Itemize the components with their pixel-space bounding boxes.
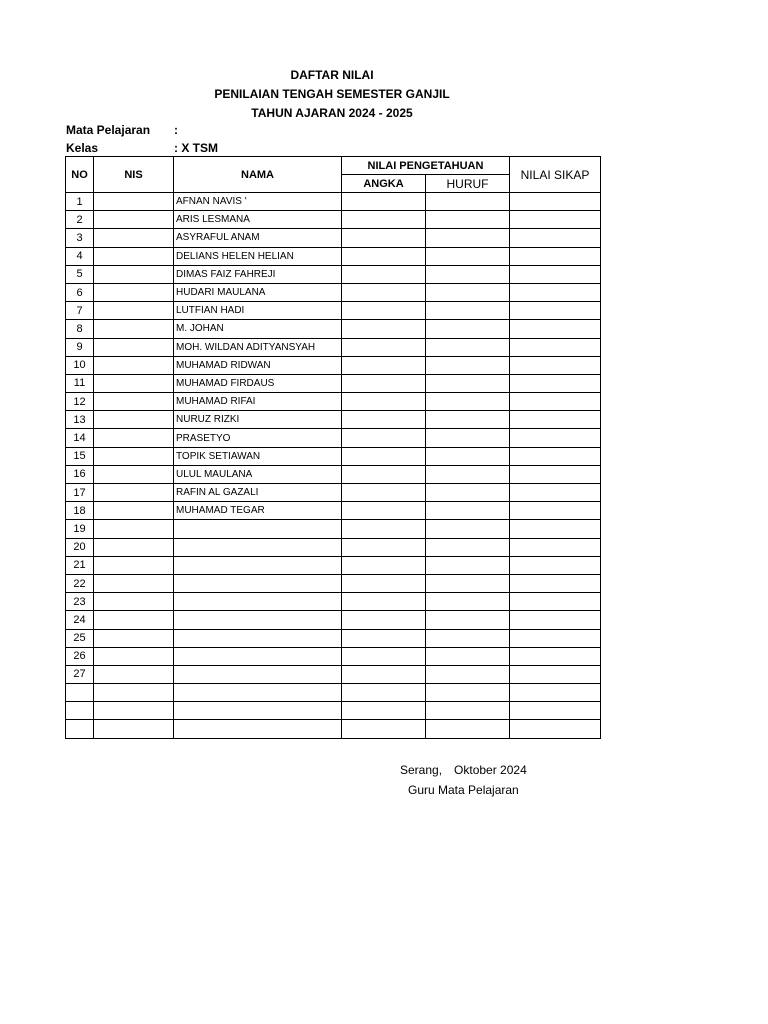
table-row xyxy=(66,338,601,356)
cell-nilai-sikap xyxy=(510,720,601,738)
cell-nama: HUDARI MAULANA xyxy=(174,283,342,301)
cell-angka xyxy=(342,665,426,683)
cell-huruf xyxy=(426,593,510,611)
cell-angka xyxy=(342,484,426,502)
cell-nilai-sikap xyxy=(510,283,601,301)
subject-label: Mata Pelajaran xyxy=(66,123,151,137)
cell-no: 18 xyxy=(66,502,94,520)
cell-huruf xyxy=(426,502,510,520)
cell-nama: TOPIK SETIAWAN xyxy=(174,447,342,465)
cell-nilai-sikap xyxy=(510,502,601,520)
cell-huruf xyxy=(426,393,510,411)
cell-nama xyxy=(174,647,342,665)
table-row xyxy=(66,611,601,629)
cell-angka xyxy=(342,720,426,738)
cell-nilai-sikap xyxy=(510,447,601,465)
table-row xyxy=(66,465,601,483)
cell-no: 16 xyxy=(66,465,94,483)
table-row xyxy=(66,702,601,720)
cell-nis xyxy=(94,302,174,320)
table-row xyxy=(66,356,601,374)
cell-no xyxy=(66,702,94,720)
cell-nama: PRASETYO xyxy=(174,429,342,447)
cell-angka xyxy=(342,574,426,592)
cell-huruf xyxy=(426,265,510,283)
grade-rows xyxy=(66,193,601,739)
cell-nilai-sikap xyxy=(510,629,601,647)
cell-no: 4 xyxy=(66,247,94,265)
cell-nis xyxy=(94,484,174,502)
table-row xyxy=(66,484,601,502)
cell-nama: MOH. WILDAN ADITYANSYAH xyxy=(174,338,342,356)
cell-huruf xyxy=(426,520,510,538)
cell-angka xyxy=(342,684,426,702)
cell-nama xyxy=(174,593,342,611)
cell-angka xyxy=(342,374,426,392)
cell-nis xyxy=(94,574,174,592)
table-row xyxy=(66,393,601,411)
cell-nis xyxy=(94,538,174,556)
table-row xyxy=(66,593,601,611)
cell-nis xyxy=(94,374,174,392)
cell-nama xyxy=(174,684,342,702)
cell-huruf xyxy=(426,538,510,556)
table-row xyxy=(66,502,601,520)
cell-no xyxy=(66,720,94,738)
cell-no: 24 xyxy=(66,611,94,629)
cell-huruf xyxy=(426,193,510,211)
cell-nilai-sikap xyxy=(510,374,601,392)
cell-nama: MUHAMAD RIDWAN xyxy=(174,356,342,374)
cell-huruf xyxy=(426,211,510,229)
cell-huruf xyxy=(426,574,510,592)
header-nis: NIS xyxy=(94,157,174,193)
cell-nis xyxy=(94,283,174,301)
cell-huruf xyxy=(426,447,510,465)
cell-angka xyxy=(342,338,426,356)
cell-nis xyxy=(94,665,174,683)
cell-nilai-sikap xyxy=(510,593,601,611)
cell-nis xyxy=(94,411,174,429)
cell-nis xyxy=(94,684,174,702)
cell-nis xyxy=(94,265,174,283)
cell-nilai-sikap xyxy=(510,556,601,574)
cell-nis xyxy=(94,338,174,356)
cell-angka xyxy=(342,520,426,538)
cell-nama: DELIANS HELEN HELIAN xyxy=(174,247,342,265)
cell-huruf xyxy=(426,338,510,356)
cell-no: 20 xyxy=(66,538,94,556)
cell-nis xyxy=(94,502,174,520)
table-row xyxy=(66,229,601,247)
cell-nama xyxy=(174,611,342,629)
cell-nis xyxy=(94,520,174,538)
cell-angka xyxy=(342,411,426,429)
cell-nilai-sikap xyxy=(510,684,601,702)
table-row xyxy=(66,556,601,574)
table-row xyxy=(66,283,601,301)
cell-no: 19 xyxy=(66,520,94,538)
grades-table xyxy=(65,156,601,739)
cell-nis xyxy=(94,393,174,411)
cell-angka xyxy=(342,447,426,465)
class-label: Kelas xyxy=(66,141,99,155)
cell-nama xyxy=(174,520,342,538)
cell-nis xyxy=(94,429,174,447)
table-row xyxy=(66,647,601,665)
cell-huruf xyxy=(426,629,510,647)
cell-huruf xyxy=(426,411,510,429)
cell-nis xyxy=(94,465,174,483)
cell-nilai-sikap xyxy=(510,611,601,629)
cell-nis xyxy=(94,247,174,265)
cell-nama: MUHAMAD TEGAR xyxy=(174,502,342,520)
title-line-1: DAFTAR NILAI xyxy=(290,68,374,82)
cell-nilai-sikap xyxy=(510,229,601,247)
cell-nis xyxy=(94,320,174,338)
table-row xyxy=(66,247,601,265)
table-row xyxy=(66,684,601,702)
cell-angka xyxy=(342,647,426,665)
cell-nilai-sikap xyxy=(510,465,601,483)
header-huruf: HURUF xyxy=(426,175,510,193)
title-line-3: TAHUN AJARAN 2024 - 2025 xyxy=(251,106,413,120)
cell-nis xyxy=(94,720,174,738)
cell-no: 12 xyxy=(66,393,94,411)
cell-huruf xyxy=(426,684,510,702)
cell-no: 22 xyxy=(66,574,94,592)
header-nilai-pengetahuan: NILAI PENGETAHUAN xyxy=(342,157,510,175)
cell-no: 2 xyxy=(66,211,94,229)
cell-huruf xyxy=(426,720,510,738)
cell-nilai-sikap xyxy=(510,429,601,447)
cell-nama: LUTFIAN HADI xyxy=(174,302,342,320)
signature-date: Oktober 2024 xyxy=(454,763,527,777)
signature-role: Guru Mata Pelajaran xyxy=(408,783,519,797)
table-row xyxy=(66,320,601,338)
cell-nilai-sikap xyxy=(510,265,601,283)
subject-value: : xyxy=(174,123,178,137)
cell-no: 14 xyxy=(66,429,94,447)
cell-angka xyxy=(342,265,426,283)
cell-nilai-sikap xyxy=(510,393,601,411)
cell-nama: NURUZ RIZKI xyxy=(174,411,342,429)
cell-angka xyxy=(342,247,426,265)
cell-huruf xyxy=(426,702,510,720)
cell-nama xyxy=(174,538,342,556)
cell-nilai-sikap xyxy=(510,484,601,502)
cell-huruf xyxy=(426,647,510,665)
cell-nilai-sikap xyxy=(510,411,601,429)
table-row xyxy=(66,538,601,556)
header-nama: NAMA xyxy=(174,157,342,193)
cell-huruf xyxy=(426,611,510,629)
document-title xyxy=(0,66,664,123)
cell-angka xyxy=(342,393,426,411)
cell-nilai-sikap xyxy=(510,338,601,356)
table-row xyxy=(66,302,601,320)
cell-huruf xyxy=(426,556,510,574)
table-row xyxy=(66,520,601,538)
table-row xyxy=(66,665,601,683)
cell-nama: RAFIN AL GAZALI xyxy=(174,484,342,502)
cell-no: 10 xyxy=(66,356,94,374)
cell-angka xyxy=(342,320,426,338)
cell-huruf xyxy=(426,320,510,338)
cell-nama xyxy=(174,702,342,720)
cell-nis xyxy=(94,647,174,665)
cell-nama: AFNAN NAVIS ' xyxy=(174,193,342,211)
cell-nilai-sikap xyxy=(510,574,601,592)
cell-angka xyxy=(342,193,426,211)
cell-huruf xyxy=(426,665,510,683)
cell-angka xyxy=(342,556,426,574)
cell-nilai-sikap xyxy=(510,302,601,320)
table-row xyxy=(66,193,601,211)
cell-huruf xyxy=(426,374,510,392)
table-row xyxy=(66,374,601,392)
cell-nis xyxy=(94,211,174,229)
cell-nilai-sikap xyxy=(510,193,601,211)
signature-place: Serang, xyxy=(400,763,443,777)
cell-huruf xyxy=(426,229,510,247)
cell-huruf xyxy=(426,283,510,301)
cell-angka xyxy=(342,611,426,629)
cell-nama: ARIS LESMANA xyxy=(174,211,342,229)
table-row xyxy=(66,211,601,229)
cell-nama xyxy=(174,574,342,592)
cell-no: 26 xyxy=(66,647,94,665)
cell-nilai-sikap xyxy=(510,356,601,374)
table-row xyxy=(66,574,601,592)
cell-nama: MUHAMAD FIRDAUS xyxy=(174,374,342,392)
cell-no: 8 xyxy=(66,320,94,338)
cell-no: 5 xyxy=(66,265,94,283)
cell-nama: MUHAMAD RIFAI xyxy=(174,393,342,411)
cell-angka xyxy=(342,211,426,229)
cell-no: 6 xyxy=(66,283,94,301)
cell-huruf xyxy=(426,356,510,374)
cell-no: 9 xyxy=(66,338,94,356)
cell-nama: ULUL MAULANA xyxy=(174,465,342,483)
cell-no: 21 xyxy=(66,556,94,574)
cell-nama xyxy=(174,556,342,574)
cell-angka xyxy=(342,465,426,483)
table-row xyxy=(66,447,601,465)
header-no: NO xyxy=(66,157,94,193)
cell-huruf xyxy=(426,465,510,483)
table-row xyxy=(66,629,601,647)
cell-nilai-sikap xyxy=(510,647,601,665)
cell-nis xyxy=(94,629,174,647)
cell-no: 13 xyxy=(66,411,94,429)
cell-nis xyxy=(94,447,174,465)
title-line-2: PENILAIAN TENGAH SEMESTER GANJIL xyxy=(214,87,450,101)
cell-angka xyxy=(342,229,426,247)
cell-nama: DIMAS FAIZ FAHREJI xyxy=(174,265,342,283)
cell-nilai-sikap xyxy=(510,665,601,683)
cell-nama xyxy=(174,629,342,647)
cell-nis xyxy=(94,593,174,611)
signature-place-date xyxy=(400,763,527,777)
cell-huruf xyxy=(426,302,510,320)
cell-no: 3 xyxy=(66,229,94,247)
cell-nama xyxy=(174,720,342,738)
cell-nis xyxy=(94,193,174,211)
cell-angka xyxy=(342,538,426,556)
cell-angka xyxy=(342,302,426,320)
cell-no: 17 xyxy=(66,484,94,502)
cell-angka xyxy=(342,502,426,520)
cell-no: 23 xyxy=(66,593,94,611)
cell-nis xyxy=(94,356,174,374)
cell-nis xyxy=(94,611,174,629)
cell-nilai-sikap xyxy=(510,538,601,556)
cell-nama xyxy=(174,665,342,683)
cell-no xyxy=(66,684,94,702)
cell-nilai-sikap xyxy=(510,702,601,720)
table-row xyxy=(66,429,601,447)
class-value: : X TSM xyxy=(174,141,218,155)
cell-no: 27 xyxy=(66,665,94,683)
cell-nama: ASYRAFUL ANAM xyxy=(174,229,342,247)
header-angka: ANGKA xyxy=(342,175,426,193)
cell-angka xyxy=(342,593,426,611)
cell-huruf xyxy=(426,429,510,447)
cell-nis xyxy=(94,702,174,720)
cell-nilai-sikap xyxy=(510,211,601,229)
cell-nis xyxy=(94,556,174,574)
table-row xyxy=(66,720,601,738)
table-row xyxy=(66,265,601,283)
cell-nilai-sikap xyxy=(510,247,601,265)
cell-angka xyxy=(342,283,426,301)
cell-no: 1 xyxy=(66,193,94,211)
cell-huruf xyxy=(426,484,510,502)
cell-angka xyxy=(342,629,426,647)
cell-angka xyxy=(342,356,426,374)
cell-nama: M. JOHAN xyxy=(174,320,342,338)
cell-angka xyxy=(342,429,426,447)
cell-nis xyxy=(94,229,174,247)
table-row xyxy=(66,411,601,429)
cell-nilai-sikap xyxy=(510,520,601,538)
cell-no: 7 xyxy=(66,302,94,320)
cell-angka xyxy=(342,702,426,720)
cell-no: 25 xyxy=(66,629,94,647)
cell-huruf xyxy=(426,247,510,265)
header-nilai-sikap: NILAI SIKAP xyxy=(510,157,601,193)
cell-no: 11 xyxy=(66,374,94,392)
cell-nilai-sikap xyxy=(510,320,601,338)
cell-no: 15 xyxy=(66,447,94,465)
